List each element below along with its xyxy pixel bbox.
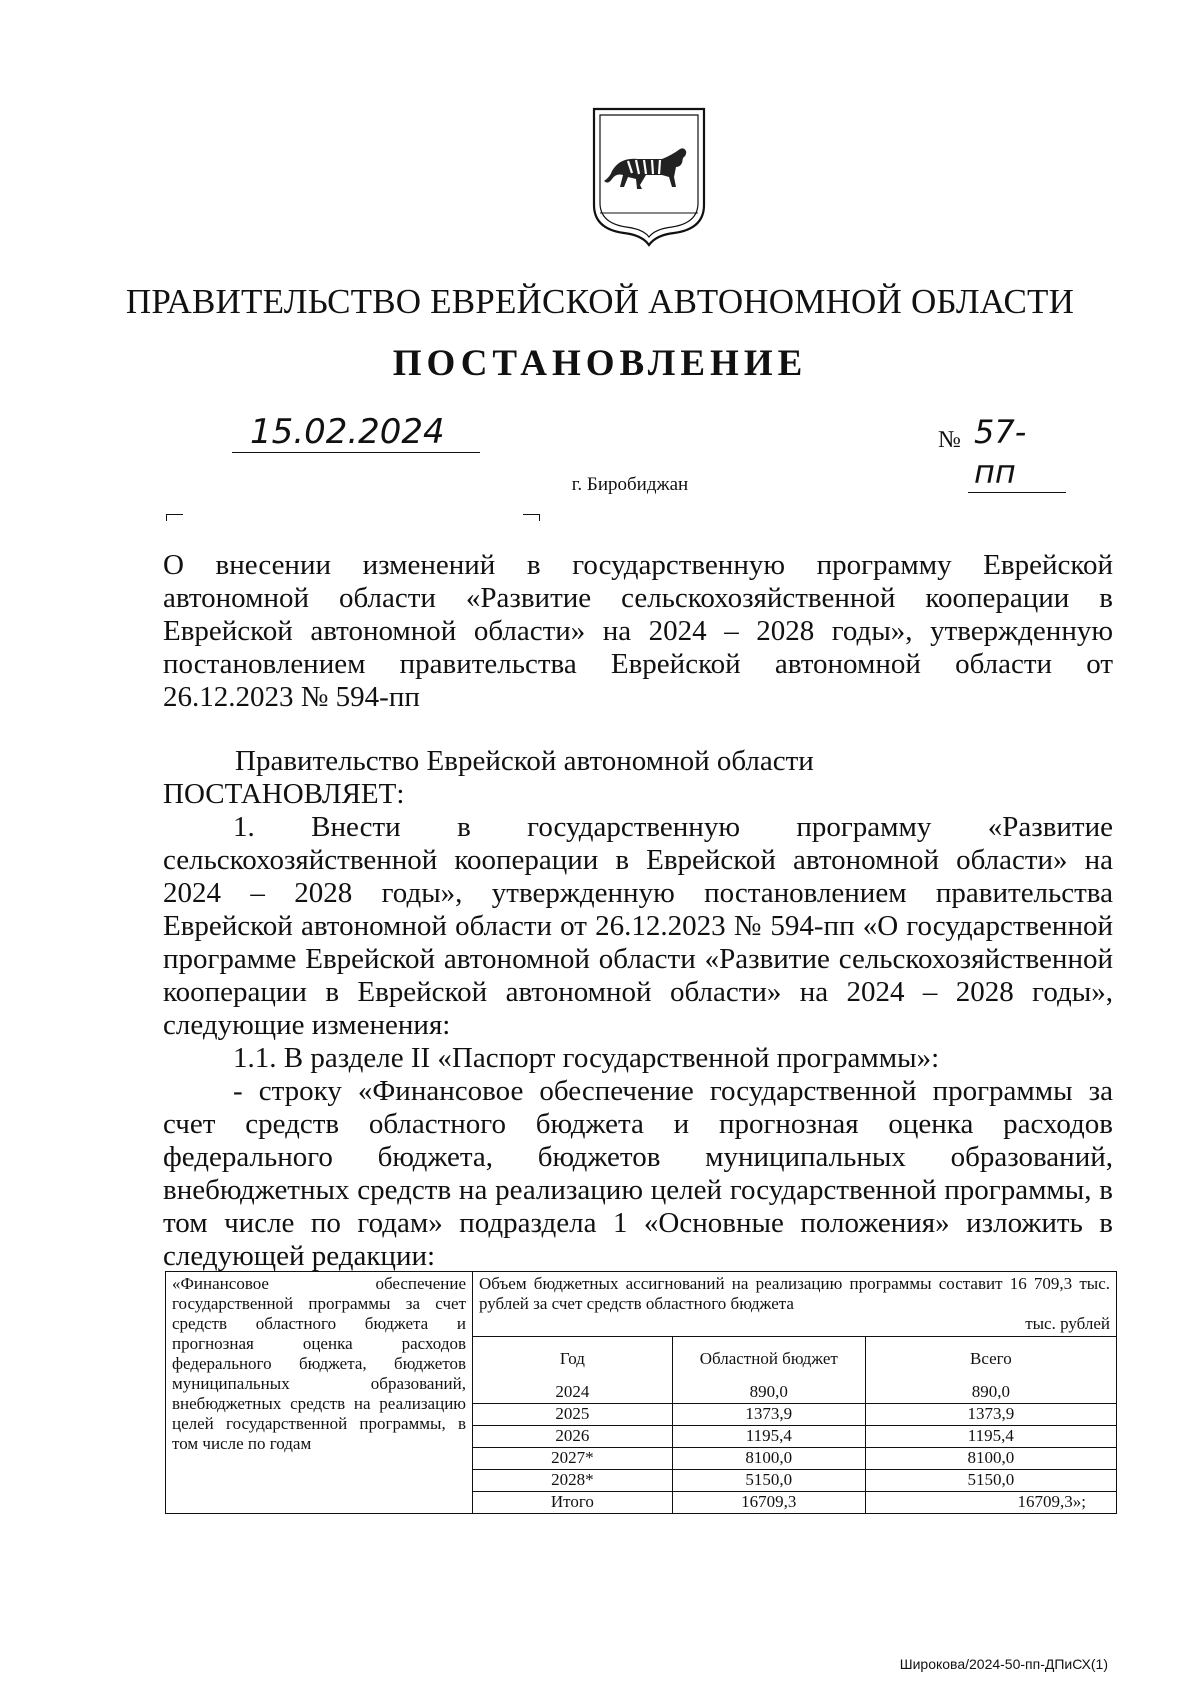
document-number: 57-пп — [968, 412, 1066, 493]
coat-of-arms-icon — [590, 105, 708, 247]
financing-breakdown-table — [473, 1337, 1116, 1513]
table-row — [473, 1469, 1116, 1491]
table-cell-total: 890,0 — [865, 1381, 1116, 1403]
financing-summary-cell — [473, 1272, 1117, 1337]
table-cell-total: 16709,3»; — [865, 1491, 1116, 1513]
financing-label-cell: «Финансовое обеспечение государственной программы за счет средств областного бюджета и прогнозная оценка расходов федерального бюджета, бюджетов муниципальных образований, внебюджетных средств на реализацию целей государственной программы, в том числе по годам — [166, 1272, 473, 1514]
table-cell-regional-budget: 8100,0 — [672, 1447, 865, 1469]
corner-mark-left — [166, 514, 183, 521]
column-header-year: Год — [473, 1337, 672, 1381]
item-1-1-text: - строку «Финансовое обеспечение государственной программы за счет средств областного бюджета и прогнозная оценка расходов федерального бюджета, бюджетов муниципальных образований, внебюджетных средств на реализацию целей государственной программы, в том числе по годам» подраздела 1 «Основные положения» изложить в следующей редакции: — [163, 1075, 1113, 1272]
column-header-regional-budget: Областной бюджет — [672, 1337, 865, 1381]
item-1: 1. Внести в государственную программу «Развитие сельскохозяйственной кооперации в Еврейской автономной области» на 2024 – 2028 годы», утвержденную постановлением правительства Еврейской автономной области от 26.12.2023 № 594-пп «О государственной программе Еврейской автономной области «Развитие сельскохозяйственной кооперации в Еврейской автономной области» на 2024 – 2028 годы», следующие изменения: — [163, 811, 1113, 1041]
table-cell-year: 2025 — [473, 1403, 672, 1425]
table-row — [473, 1491, 1116, 1513]
table-cell-regional-budget: 5150,0 — [672, 1469, 865, 1491]
resolves-text: ПОСТАНОВЛЯЕТ: — [163, 778, 405, 810]
table-cell-year: 2028* — [473, 1469, 672, 1491]
column-header-total: Всего — [865, 1337, 1116, 1381]
table-cell-year: 2024 — [473, 1381, 672, 1403]
corner-mark-right — [523, 514, 540, 521]
document-subject: О внесении изменений в государственную программу Еврейской автономной области «Развитие сельскохозяйственной кооперации в Еврейской автономной области» на 2024 – 2028 годы», утвержденную постановлением правительства Еврейской автономной области от 26.12.2023 № 594-пп — [163, 549, 1113, 713]
financing-table — [165, 1271, 1117, 1514]
financing-breakdown-cell — [473, 1337, 1117, 1514]
table-cell-total: 1195,4 — [865, 1425, 1116, 1447]
document-body — [163, 745, 1113, 1273]
table-row — [473, 1403, 1116, 1425]
unit-label: тыс. рублей — [1025, 1314, 1110, 1333]
tiger-icon — [604, 148, 686, 189]
table-cell-regional-budget: 1195,4 — [672, 1425, 865, 1447]
table-cell-year: Итого — [473, 1491, 672, 1513]
table-cell-regional-budget: 16709,3 — [672, 1491, 865, 1513]
document-date: 15.02.2024 — [232, 412, 480, 453]
number-label: № — [938, 427, 961, 453]
city: г. Биробиджан — [571, 474, 689, 495]
intro-text: Правительство Еврейской автономной области — [235, 745, 814, 777]
footer-reference: Широкова/2024-50-пп-ДПиСХ(1) — [899, 1656, 1108, 1672]
table-cell-total: 8100,0 — [865, 1447, 1116, 1469]
table-rows — [473, 1381, 1116, 1513]
table-cell-regional-budget: 1373,9 — [672, 1403, 865, 1425]
table-cell-regional-budget: 890,0 — [672, 1381, 865, 1403]
financing-summary: Объем бюджетных ассигнований на реализацию программы составит 16 709,3 тыс. рублей за счет средств областного бюджета — [479, 1274, 1110, 1313]
document-type: ПОСТАНОВЛЕНИЕ — [392, 343, 808, 384]
table-cell-year: 2027* — [473, 1447, 672, 1469]
table-cell-total: 1373,9 — [865, 1403, 1116, 1425]
item-1-1: 1.1. В разделе II «Паспорт государственной программы»: — [233, 1042, 940, 1074]
table-row — [473, 1447, 1116, 1469]
organization-name: ПРАВИТЕЛЬСТВО ЕВРЕЙСКОЙ АВТОНОМНОЙ ОБЛАСТИ — [125, 282, 1075, 321]
table-cell-year: 2026 — [473, 1425, 672, 1447]
table-row — [473, 1381, 1116, 1403]
table-row — [473, 1425, 1116, 1447]
table-cell-total: 5150,0 — [865, 1469, 1116, 1491]
